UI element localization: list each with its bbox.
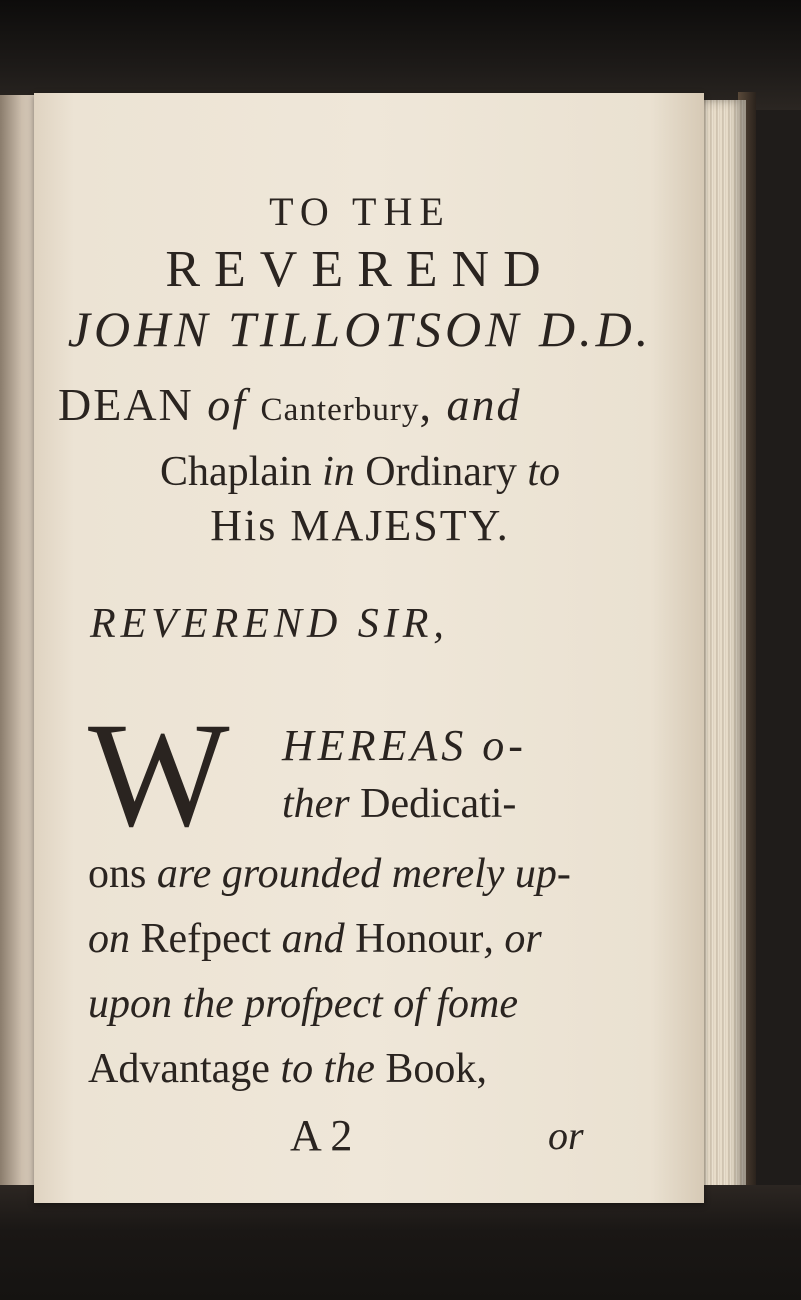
grounded-phrase: are grounded merely up-	[146, 851, 571, 897]
body-line-1: HEREAS o-	[282, 721, 527, 770]
to-the-phrase: to the	[269, 1046, 386, 1092]
signature-mark: A 2	[290, 1111, 353, 1160]
body-line-3	[88, 850, 728, 898]
ther-word: ther	[282, 781, 350, 827]
book-word: Book	[385, 1046, 477, 1092]
salutation: REVEREND SIR,	[90, 601, 449, 647]
and-word: and	[446, 379, 522, 430]
or-word: , or	[483, 916, 542, 962]
canterbury-word: Canterbury	[260, 391, 420, 428]
honour-word: Honour	[355, 916, 484, 962]
ordinary-word: Ordinary	[354, 449, 528, 495]
drop-cap: W	[88, 692, 230, 858]
catchword: or	[548, 1113, 584, 1158]
dedication-line-6: His MAJESTY.	[210, 501, 510, 550]
body-line-2	[282, 780, 801, 828]
comma: ,	[476, 1046, 487, 1092]
advantage-word: Advantage	[88, 1046, 270, 1092]
dean-word: DEAN	[58, 379, 194, 430]
dedication-line-4	[58, 378, 698, 431]
on-word: on	[88, 916, 141, 962]
dedication-line-1: TO THE	[269, 189, 451, 234]
body-line-6	[88, 1045, 728, 1093]
dedicati-word: Dedicati-	[349, 781, 517, 827]
and-word: and	[271, 916, 356, 962]
body-line-5: upon the profpect of fome	[88, 981, 519, 1027]
of-word: of	[193, 379, 261, 430]
to-word: to	[527, 449, 561, 495]
dedication-line-2: REVEREND	[165, 241, 555, 298]
chaplain-word: Chaplain	[159, 449, 323, 495]
in-word: in	[322, 449, 355, 495]
ons-word: ons	[88, 851, 147, 897]
comma: ,	[419, 379, 447, 430]
dedication-line-3: JOHN TILLOTSON D.D.	[67, 301, 653, 357]
dedication-line-5	[40, 448, 680, 496]
body-line-4	[88, 915, 728, 963]
refpect-word: Refpect	[140, 916, 272, 962]
